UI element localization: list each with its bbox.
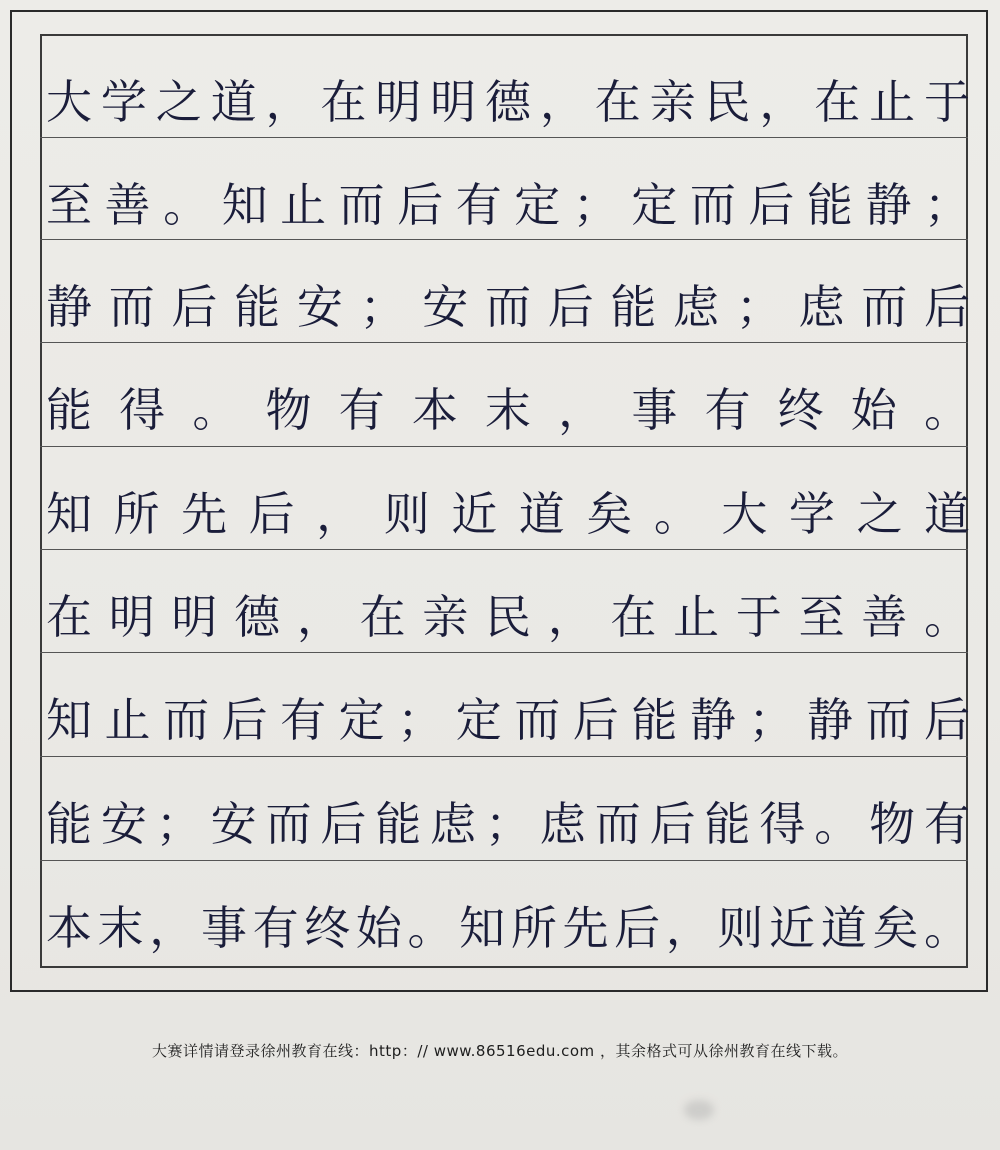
handwriting-line-7 [46,654,970,758]
handwriting-text: 大学之道，在明明德，在亲民，在止于 [46,75,970,129]
handwriting-text: 至善。知止而后有定；定而后能静； [46,178,970,232]
handwriting-line-1 [46,36,970,140]
handwriting-line-9 [46,862,970,966]
handwriting-text: 静而后能安；安而后能虑；虑而后 [46,280,970,334]
handwriting-line-6 [46,551,970,655]
handwriting-text: 能得。物有本末，事有终始。 [46,383,970,437]
footer-note: 大赛详情请登录徐州教育在线：http：// www.86516edu.com ，其余格式可从徐州教育在线下载。 [152,1042,848,1060]
handwriting-text: 知止而后有定；定而后能静；静而后 [46,693,970,747]
handwriting-text: 能安；安而后能虑；虑而后能得。物有 [46,797,970,851]
handwriting-line-3 [46,241,970,345]
handwriting-line-4 [46,344,970,448]
handwriting-line-2 [46,139,970,243]
handwriting-line-8 [46,758,970,862]
handwriting-text: 知所先后，则近道矣。大学之道 [46,487,970,541]
handwriting-line-5 [46,448,970,552]
handwriting-text: 在明明德，在亲民，在止于至善。 [46,590,970,644]
handwriting-text: 本末，事有终始。知所先后，则近道矣。 [46,901,970,955]
paper-blemish [684,1100,714,1120]
